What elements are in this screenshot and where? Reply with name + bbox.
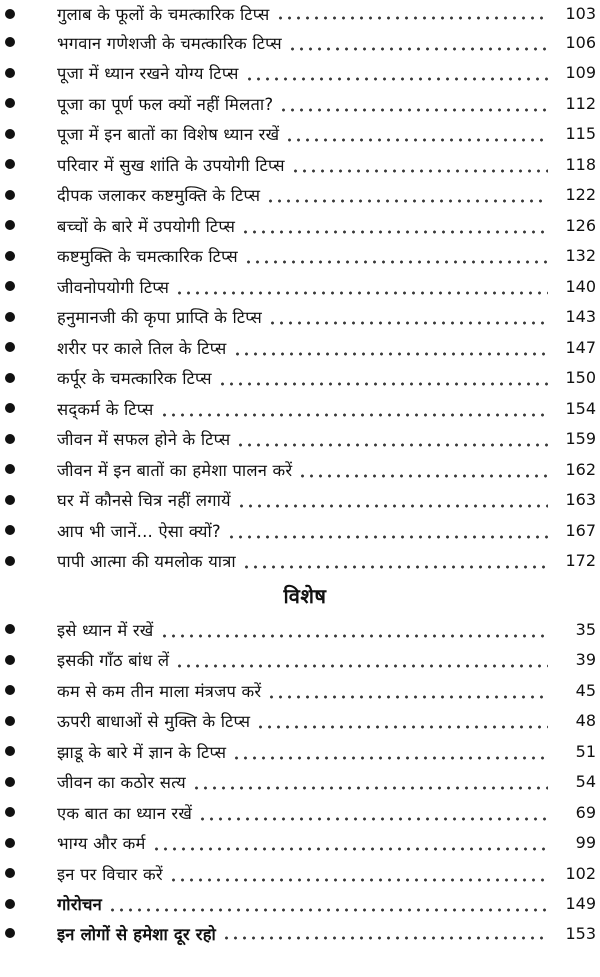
toc-entry-page: 172 <box>565 551 596 571</box>
toc-entry-title: कम से कम तीन माला मंत्रजप करें <box>57 681 262 701</box>
toc-entry-title: आप भी जानें... ऐसा क्यों? <box>57 521 221 541</box>
toc-entry-title: इसकी गाँठ बांध लें <box>57 651 170 671</box>
bullet-icon <box>5 434 15 444</box>
bullet-icon <box>5 807 15 817</box>
toc-entry-title: शरीर पर काले तिल के टिप्स <box>57 338 227 358</box>
toc-entry-title: इन लोगों से हमेशा दूर रहो <box>57 924 216 944</box>
section-heading-text: विशेष <box>283 583 327 608</box>
toc-entry-page: 147 <box>565 337 596 357</box>
dot-leader <box>241 220 548 234</box>
dot-leader <box>279 98 548 112</box>
toc-entry[interactable] <box>0 736 600 767</box>
bullet-icon <box>5 495 15 505</box>
toc-special-list <box>0 614 600 947</box>
dot-leader <box>227 525 548 539</box>
toc-entry[interactable] <box>0 706 600 737</box>
section-heading <box>0 576 600 614</box>
bullet-icon <box>5 190 15 200</box>
toc-entry-page: 167 <box>565 520 596 540</box>
toc-entry-page: 102 <box>565 863 596 883</box>
toc-entry[interactable] <box>0 180 600 211</box>
toc-entry-title: ऊपरी बाधाओं से मुक्ति के टिप्स <box>57 712 251 732</box>
toc-entry-title: पूजा में इन बातों का विशेष ध्यान रखें <box>57 125 280 145</box>
dot-leader <box>175 654 548 668</box>
toc-entry[interactable] <box>0 0 600 27</box>
toc-entry-page: 112 <box>565 93 596 113</box>
toc-entry-title: भाग्य और कर्म <box>57 834 146 854</box>
toc-entry[interactable] <box>0 210 600 241</box>
toc-entry-title: इन पर विचार करें <box>57 864 163 884</box>
toc-entry-page: 69 <box>575 802 596 822</box>
toc-entry-title: पूजा का पूर्ण फल क्यों नहीं मिलता? <box>57 94 274 114</box>
toc-entry-page: 132 <box>565 246 596 266</box>
bullet-icon <box>5 312 15 322</box>
toc-entry-title: दीपक जलाकर कष्टमुक्ति के टिप्स <box>57 186 261 206</box>
dot-leader <box>222 926 548 940</box>
dot-leader <box>291 159 548 173</box>
dot-leader <box>160 624 548 638</box>
toc-entry-page: 109 <box>565 63 596 83</box>
toc-entry[interactable] <box>0 88 600 119</box>
toc-entry-title: सद्कर्म के टिप्स <box>57 399 154 419</box>
toc-entry[interactable] <box>0 393 600 424</box>
dot-leader <box>175 281 548 295</box>
bullet-icon <box>5 746 15 756</box>
toc-entry-page: 149 <box>565 894 596 914</box>
bullet-icon <box>5 220 15 230</box>
toc-entry-title: जीवन का कठोर सत्य <box>57 773 186 793</box>
bullet-icon <box>5 899 15 909</box>
toc-entry-title: जीवनोपयोगी टिप्स <box>57 277 170 297</box>
toc-entry[interactable] <box>0 858 600 889</box>
toc-entry[interactable] <box>0 302 600 333</box>
bullet-icon <box>5 373 15 383</box>
toc-entry-title: पूजा में ध्यान रखने योग्य टिप्स <box>57 64 239 84</box>
bullet-icon <box>5 342 15 352</box>
toc-entry[interactable] <box>0 58 600 89</box>
toc-entry[interactable] <box>0 241 600 272</box>
toc-entry-page: 45 <box>575 680 596 700</box>
toc-entry[interactable] <box>0 919 600 947</box>
dot-leader <box>266 189 548 203</box>
toc-entry-title: जीवन में सफल होने के टिप्स <box>57 430 231 450</box>
toc-entry-title: भगवान गणेशजी के चमत्कारिक टिप्स <box>57 33 282 53</box>
toc-entry-page: 35 <box>575 619 596 639</box>
bullet-icon <box>5 403 15 413</box>
toc-entry-page: 153 <box>565 923 596 943</box>
toc-entry[interactable] <box>0 828 600 859</box>
dot-leader <box>256 715 548 729</box>
toc-entry-page: 150 <box>565 368 596 388</box>
toc-entry-title: बच्चों के बारे में उपयोगी टिप्स <box>57 216 236 236</box>
toc-entry-page: 39 <box>575 650 596 670</box>
toc-entry-title: झाडू के बारे में ज्ञान के टिप्स <box>57 742 227 762</box>
dot-leader <box>192 776 548 790</box>
toc-entry[interactable] <box>0 546 600 577</box>
bullet-icon <box>5 251 15 261</box>
bullet-icon <box>5 928 15 938</box>
toc-entry-page: 118 <box>565 154 596 174</box>
bullet-icon <box>5 464 15 474</box>
dot-leader <box>244 250 548 264</box>
toc-entry-title: हनुमानजी की कृपा प्राप्ति के टिप्स <box>57 308 263 328</box>
bullet-icon <box>5 129 15 139</box>
bullet-icon <box>5 556 15 566</box>
bullet-icon <box>5 655 15 665</box>
dot-leader <box>236 433 548 447</box>
toc-entry-page: 126 <box>565 215 596 235</box>
dot-leader <box>268 311 548 325</box>
toc-entry[interactable] <box>0 363 600 394</box>
toc-entry-title: इसे ध्यान में रखें <box>57 620 154 640</box>
toc-entry[interactable] <box>0 27 600 58</box>
toc-entry-title: गुलाब के फूलों के चमत्कारिक टिप्स <box>57 5 270 24</box>
toc-entry[interactable] <box>0 767 600 798</box>
toc-entry[interactable] <box>0 454 600 485</box>
bullet-icon <box>5 98 15 108</box>
toc-entry-title: एक बात का ध्यान रखें <box>57 803 193 823</box>
dot-leader <box>288 37 548 51</box>
bullet-icon <box>5 281 15 291</box>
toc-entry-page: 106 <box>565 32 596 52</box>
toc-entry-page: 162 <box>565 459 596 479</box>
toc-entry-page: 159 <box>565 429 596 449</box>
dot-leader <box>152 837 548 851</box>
dot-leader <box>232 746 548 760</box>
toc-entry[interactable] <box>0 424 600 455</box>
toc-entry-page: 122 <box>565 185 596 205</box>
toc-entry[interactable] <box>0 119 600 150</box>
dot-leader <box>276 6 549 20</box>
bullet-icon <box>5 68 15 78</box>
toc-entry-title: घर में कौनसे चित्र नहीं लगायें <box>57 491 231 511</box>
dot-leader <box>242 555 548 569</box>
bullet-icon <box>5 685 15 695</box>
toc-entry[interactable] <box>0 645 600 676</box>
dot-leader <box>218 372 548 386</box>
bullet-icon <box>5 868 15 878</box>
toc-entry[interactable] <box>0 797 600 828</box>
dot-leader <box>169 868 548 882</box>
toc-entry-page: 48 <box>575 711 596 731</box>
toc-entry[interactable] <box>0 332 600 363</box>
bullet-icon <box>5 624 15 634</box>
dot-leader <box>298 464 548 478</box>
bullet-icon <box>5 716 15 726</box>
bullet-icon <box>5 9 15 19</box>
dot-leader <box>198 807 548 821</box>
toc-entry-title: कष्टमुक्ति के चमत्कारिक टिप्स <box>57 247 238 267</box>
toc-entry-page: 51 <box>575 741 596 761</box>
toc-entry-page: 54 <box>575 772 596 792</box>
toc-entry-title: कर्पूर के चमत्कारिक टिप्स <box>57 369 212 389</box>
toc-entry[interactable] <box>0 614 600 645</box>
toc-entry-title: गोरोचन <box>57 895 103 915</box>
dot-leader <box>237 494 548 508</box>
toc-entry-page: 143 <box>565 307 596 327</box>
toc-entry-page: 103 <box>565 4 596 23</box>
dot-leader <box>285 128 548 142</box>
dot-leader <box>245 67 548 81</box>
toc-entry[interactable] <box>0 271 600 302</box>
dot-leader <box>267 685 548 699</box>
bullet-icon <box>5 777 15 787</box>
dot-leader <box>160 403 548 417</box>
toc-entry-page: 163 <box>565 490 596 510</box>
toc-entry[interactable] <box>0 889 600 920</box>
toc-entry[interactable] <box>0 515 600 546</box>
toc-entry-page: 154 <box>565 398 596 418</box>
toc-entry-page: 99 <box>575 833 596 853</box>
toc-entry-title: जीवन में इन बातों का हमेशा पालन करें <box>57 460 293 480</box>
toc-entry[interactable] <box>0 675 600 706</box>
toc-entry[interactable] <box>0 149 600 180</box>
toc-entry-page: 115 <box>565 124 596 144</box>
bullet-icon <box>5 838 15 848</box>
toc-entry-title: परिवार में सुख शांति के उपयोगी टिप्स <box>57 155 285 175</box>
dot-leader <box>108 898 548 912</box>
toc-entry-page: 140 <box>565 276 596 296</box>
dot-leader <box>233 342 548 356</box>
bullet-icon <box>5 525 15 535</box>
bullet-icon <box>5 159 15 169</box>
bullet-icon <box>5 37 15 47</box>
toc-entry-title: पापी आत्मा की यमलोक यात्रा <box>57 552 236 572</box>
toc-entry[interactable] <box>0 485 600 516</box>
